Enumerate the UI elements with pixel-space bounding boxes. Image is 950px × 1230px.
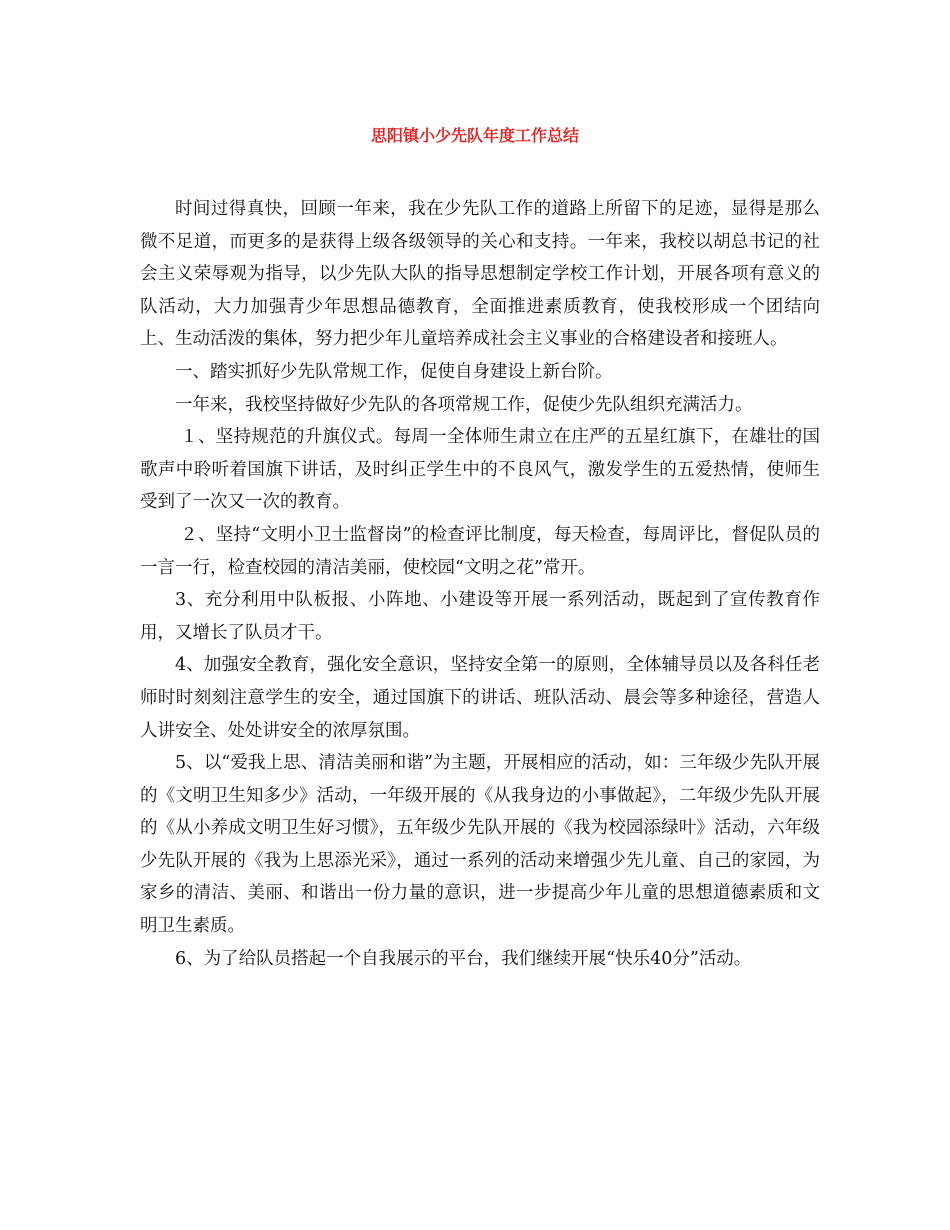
- item-1-paragraph: １、坚持规范的升旗仪式。每周一全体师生肃立在庄严的五星红旗下，在雄壮的国歌声中聆听着国旗下讲话，及时纠正学生中的不良风气，激发学生的五爱热情，使师生受到了一次又一次的教育。: [140, 427, 820, 513]
- document-title: 思阳镇小少先队年度工作总结: [370, 126, 579, 145]
- item-4-paragraph: 4、加强安全教育，强化安全意识，坚持安全第一的原则，全体辅导员以及各科任老师时时刻刻注意学生的安全，通过国旗下的讲话、班队活动、晨会等多种途径，营造人人讲安全、处处讲安全的浓厚氛围。: [140, 655, 820, 741]
- item-3-paragraph: 3、充分利用中队板报、小阵地、小建设等开展一系列活动，既起到了宣传教育作用，又增长了队员才干。: [140, 590, 820, 643]
- section-heading-1: 一、踏实抓好少先队常规工作，促使自身建设上新台阶。: [175, 361, 613, 382]
- intro-paragraph: 时间过得真快，回顾一年来，我在少先队工作的道路上所留下的足迹，显得是那么微不足道，而更多的是获得上级各级领导的关心和支持。一年来，我校以胡总书记的社会主义荣辱观为指导，以少先队大队的指导思想制定学校工作计划，开展各项有意义的队活动，大力加强青少年思想品德教育，全面推进素质教育，使我校形成一个团结向上、生动活泼的集体，努力把少年儿童培养成社会主义事业的合格建设者和接班人。: [140, 199, 820, 350]
- section-intro-paragraph: 一年来，我校坚持做好少先队的各项常规工作，促使少先队组织充满活力。: [175, 394, 753, 415]
- item-2-paragraph: ２、坚持“文明小卫士监督岗”的检查评比制度，每天检查，每周评比，督促队员的一言一行，检查校园的清洁美丽，使校园“文明之花”常开。: [140, 524, 820, 578]
- item-6-paragraph: 6、为了给队员搭起一个自我展示的平台，我们继续开展“快乐40分”活动。: [175, 948, 752, 969]
- item-5-paragraph: 5、以“爱我上思、清洁美丽和谐”为主题，开展相应的活动，如：三年级少先队开展的《文明卫生知多少》活动，一年级开展的《从我身边的小事做起》，二年级少先队开展的《从小养成文明卫生好习惯》，五年级少先队开展的《我为校园添绿叶》活动，六年级少先队开展的《我为上思添光采》，通过一系列的活动来增强少先儿童、自己的家园，为家乡的清洁、美丽、和谐出一份力量的意识，进一步提高少年儿童的思想道德素质和文明卫生素质。: [140, 753, 820, 937]
- document-body: [140, 193, 820, 975]
